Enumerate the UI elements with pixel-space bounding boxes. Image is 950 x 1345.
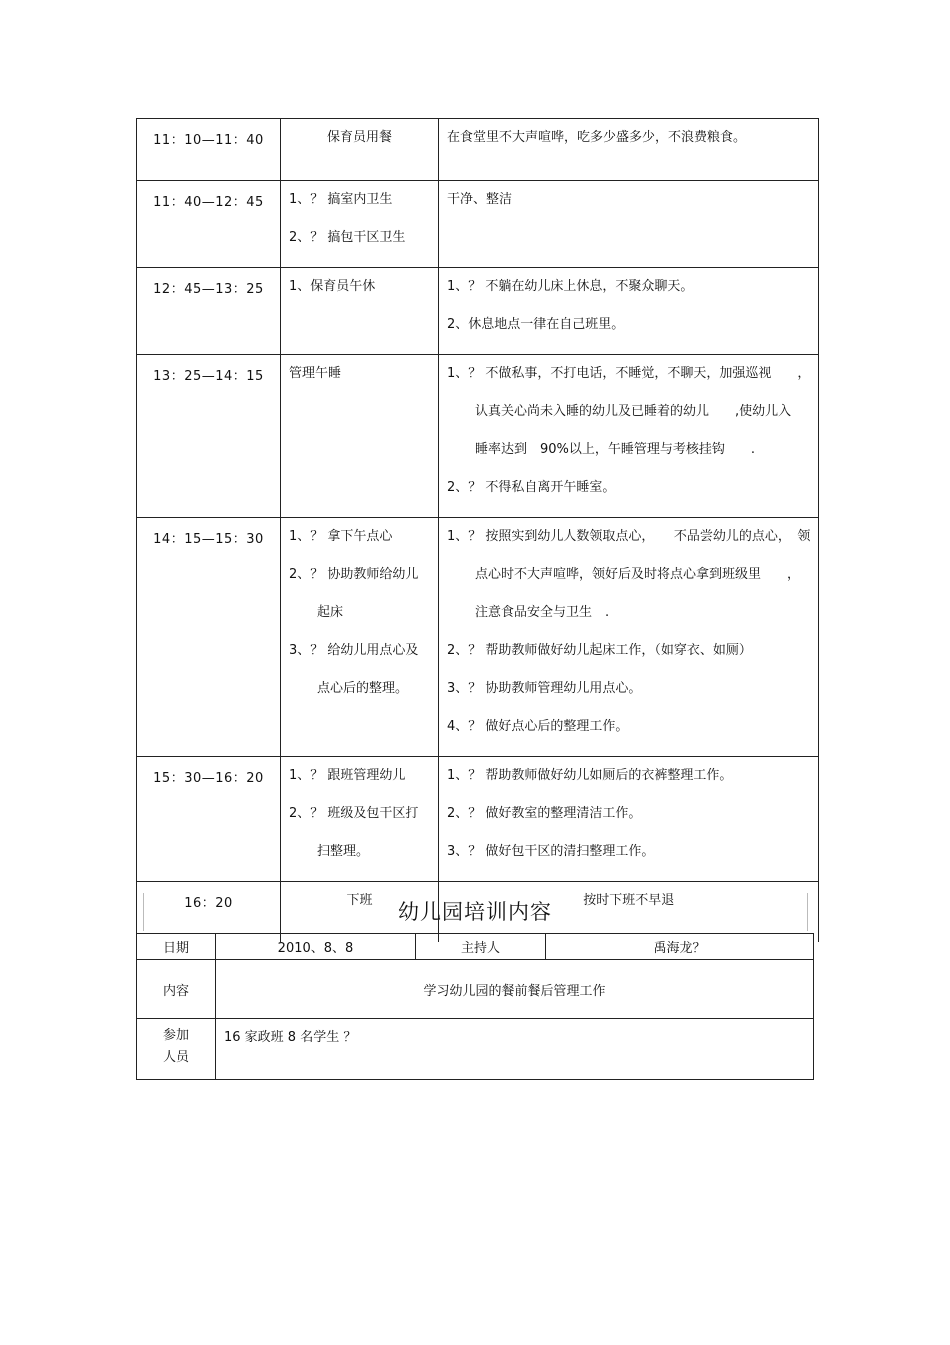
requirement-line: 1、？ 不做私事，不打电话，不睡觉，不聊天，加强巡视 ， xyxy=(447,366,811,381)
schedule-requirements xyxy=(439,355,819,518)
task-line: 下班 xyxy=(346,893,373,908)
requirement-line: 在食堂里不大声喧哗，吃多少盛多少，不浪费粮食。 xyxy=(447,130,747,145)
requirement-line: 4、？ 做好点心后的整理工作。 xyxy=(447,719,629,734)
task-line: 2、？ 协助教师给幼儿 xyxy=(289,567,419,582)
requirement-line: 3、？ 协助教师管理幼儿用点心。 xyxy=(447,681,642,696)
schedule-time: 11：10—11：40 xyxy=(137,119,281,181)
content-value: 学习幼儿园的餐前餐后管理工作 xyxy=(216,960,814,1019)
schedule-time: 12：45—13：25 xyxy=(137,268,281,355)
schedule-task xyxy=(281,119,439,181)
schedule-task xyxy=(281,268,439,355)
task-line: 3、？ 给幼儿用点心及 xyxy=(289,643,419,658)
requirement-line: 1、？ 帮助教师做好幼儿如厕后的衣裤整理工作。 xyxy=(447,768,733,783)
requirement-line: 注意食品安全与卫生 . xyxy=(475,605,610,620)
requirement-line: 2、？ 做好教室的整理清洁工作。 xyxy=(447,806,642,821)
schedule-row xyxy=(137,181,819,268)
date-label: 日期 xyxy=(137,934,216,960)
schedule-row xyxy=(137,268,819,355)
requirement-line: 按时下班不早退 xyxy=(583,893,675,908)
task-line: 管理午睡 xyxy=(289,366,342,381)
requirement-line: 2、？ 不得私自离开午睡室。 xyxy=(447,480,616,495)
task-line: 保育员用餐 xyxy=(326,130,392,145)
task-line: 扫整理。 xyxy=(317,844,370,859)
schedule-requirements xyxy=(439,268,819,355)
requirement-line: 2、休息地点一律在自己班里。 xyxy=(447,317,625,332)
schedule-time: 14：15—15：30 xyxy=(137,518,281,757)
schedule-task xyxy=(281,355,439,518)
training-row-content xyxy=(137,960,814,1019)
schedule-time: 13：25—14：15 xyxy=(137,355,281,518)
schedule-row xyxy=(137,757,819,882)
requirement-line: 1、？ 不躺在幼儿床上休息，不聚众聊天。 xyxy=(447,279,694,294)
task-line: 1、？ 拿下午点心 xyxy=(289,529,393,544)
task-line: 起床 xyxy=(317,605,344,620)
requirement-line: 认真关心尚未入睡的幼儿及已睡着的幼儿 ,使幼儿入 xyxy=(475,404,792,419)
schedule-requirements xyxy=(439,119,819,181)
schedule-requirements xyxy=(439,757,819,882)
schedule-task xyxy=(281,181,439,268)
participants-value: 16 家政班 8 名学生 ？ xyxy=(216,1019,814,1080)
schedule-time: 16：20 xyxy=(137,882,281,942)
task-line: 1、？ 搞室内卫生 xyxy=(289,192,393,207)
participants-label-line: 人员 xyxy=(162,1050,189,1065)
schedule-row xyxy=(137,518,819,757)
task-line: 1、？ 跟班管理幼儿 xyxy=(289,768,406,783)
participants-label-line: 参加 xyxy=(162,1028,189,1043)
requirement-line: 1、？ 按照实到幼儿人数领取点心， 不品尝幼儿的点心， 领 xyxy=(447,529,811,544)
schedule-row xyxy=(137,119,819,181)
training-table xyxy=(136,933,814,1080)
host-value: 禹海龙？ xyxy=(546,934,814,960)
training-row-date xyxy=(137,934,814,960)
task-line: 1、保育员午休 xyxy=(289,279,376,294)
training-row-participants xyxy=(137,1019,814,1080)
task-line: 2、？ 搞包干区卫生 xyxy=(289,230,406,245)
schedule-requirements xyxy=(439,181,819,268)
schedule-time: 11：40—12：45 xyxy=(137,181,281,268)
content-label: 内容 xyxy=(137,960,216,1019)
schedule-requirements xyxy=(439,518,819,757)
schedule-task xyxy=(281,518,439,757)
requirement-line: 干净、整洁 xyxy=(447,192,513,207)
task-line: 2、？ 班级及包干区打 xyxy=(289,806,419,821)
requirement-line: 点心时不大声喧哗，领好后及时将点心拿到班级里 ， xyxy=(475,567,801,582)
task-line: 点心后的整理。 xyxy=(317,681,409,696)
schedule-time: 15：30—16：20 xyxy=(137,757,281,882)
training-title: 幼儿园培训内容 xyxy=(398,900,552,924)
schedule-row xyxy=(137,355,819,518)
schedule-task xyxy=(281,757,439,882)
schedule-body xyxy=(137,119,819,942)
requirement-line: 2、？ 帮助教师做好幼儿起床工作，（如穿衣、如厕） xyxy=(447,643,752,658)
participants-label xyxy=(137,1019,216,1080)
schedule-table xyxy=(136,118,819,942)
requirement-line: 睡率达到 90%以上，午睡管理与考核挂钩 . xyxy=(475,442,756,457)
host-label: 主持人 xyxy=(416,934,546,960)
requirement-line: 3、？ 做好包干区的清扫整理工作。 xyxy=(447,844,655,859)
date-value: 2010、8、8 xyxy=(216,934,416,960)
